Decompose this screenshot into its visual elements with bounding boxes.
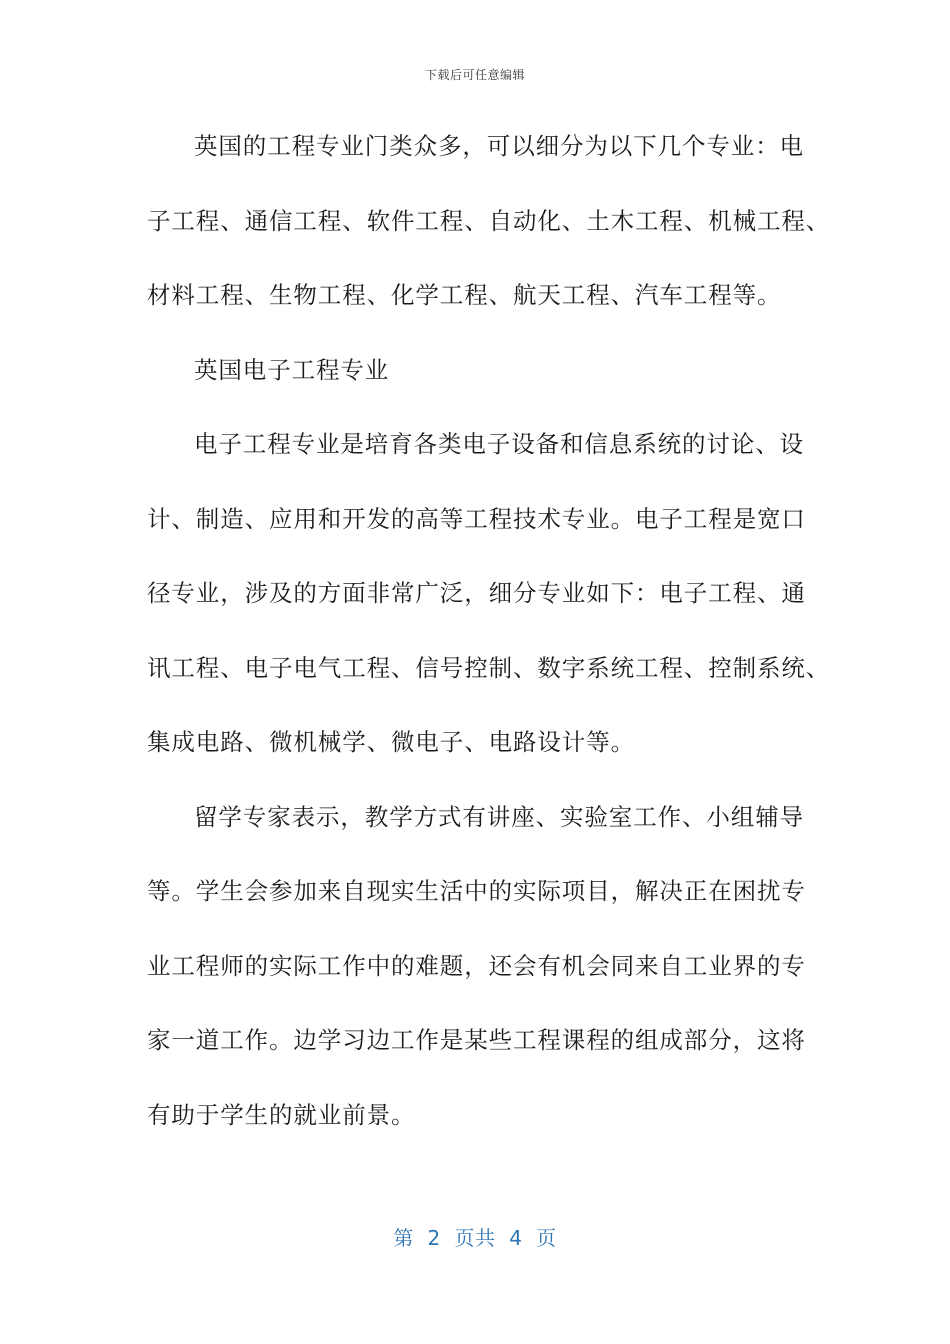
paragraph-3-line-1: 留学专家表示，教学方式有讲座、实验室工作、小组辅导 — [194, 802, 804, 831]
header-note: 下载后可任意编辑 — [424, 68, 525, 82]
paragraph-3-line-5: 有助于学生的就业前景。 — [147, 1100, 416, 1129]
paragraph-2-line-3: 径专业，涉及的方面非常广泛，细分专业如下：电子工程、通 — [147, 579, 806, 607]
paragraph-3-line-3: 业工程师的实际工作中的难题，还会有机会同来自工业界的专 — [147, 951, 806, 980]
paragraph-3-line-2: 等。学生会参加来自现实生活中的实际项目，解决正在困扰专 — [147, 877, 806, 905]
paragraph-1-line-2: 子工程、通信工程、软件工程、自动化、土木工程、机械工程、 — [147, 206, 831, 235]
paragraph-3-line-4: 家一道工作。边学习边工作是某些工程课程的组成部分，这将 — [147, 1026, 806, 1054]
paragraph-2-line-5: 集成电路、微机械学、微电子、电路设计等。 — [147, 728, 635, 756]
page-number-footer: 第 2 页共 4 页 — [393, 1226, 557, 1250]
paragraph-2-line-4: 讯工程、电子电气工程、信号控制、数字系统工程、控制系统、 — [147, 653, 831, 682]
paragraph-2-line-2: 计、制造、应用和开发的高等工程技术专业。电子工程是宽口 — [147, 504, 806, 533]
document-body — [147, 121, 831, 1164]
paragraph-2-line-1: 电子工程专业是培育各类电子设备和信息系统的讨论、设 — [194, 430, 804, 458]
paragraph-1-line-1: 英国的工程专业门类众多，可以细分为以下几个专业：电 — [194, 132, 804, 160]
section-heading: 英国电子工程专业 — [194, 355, 390, 384]
paragraph-1-line-3: 材料工程、生物工程、化学工程、航天工程、汽车工程等。 — [147, 281, 782, 309]
